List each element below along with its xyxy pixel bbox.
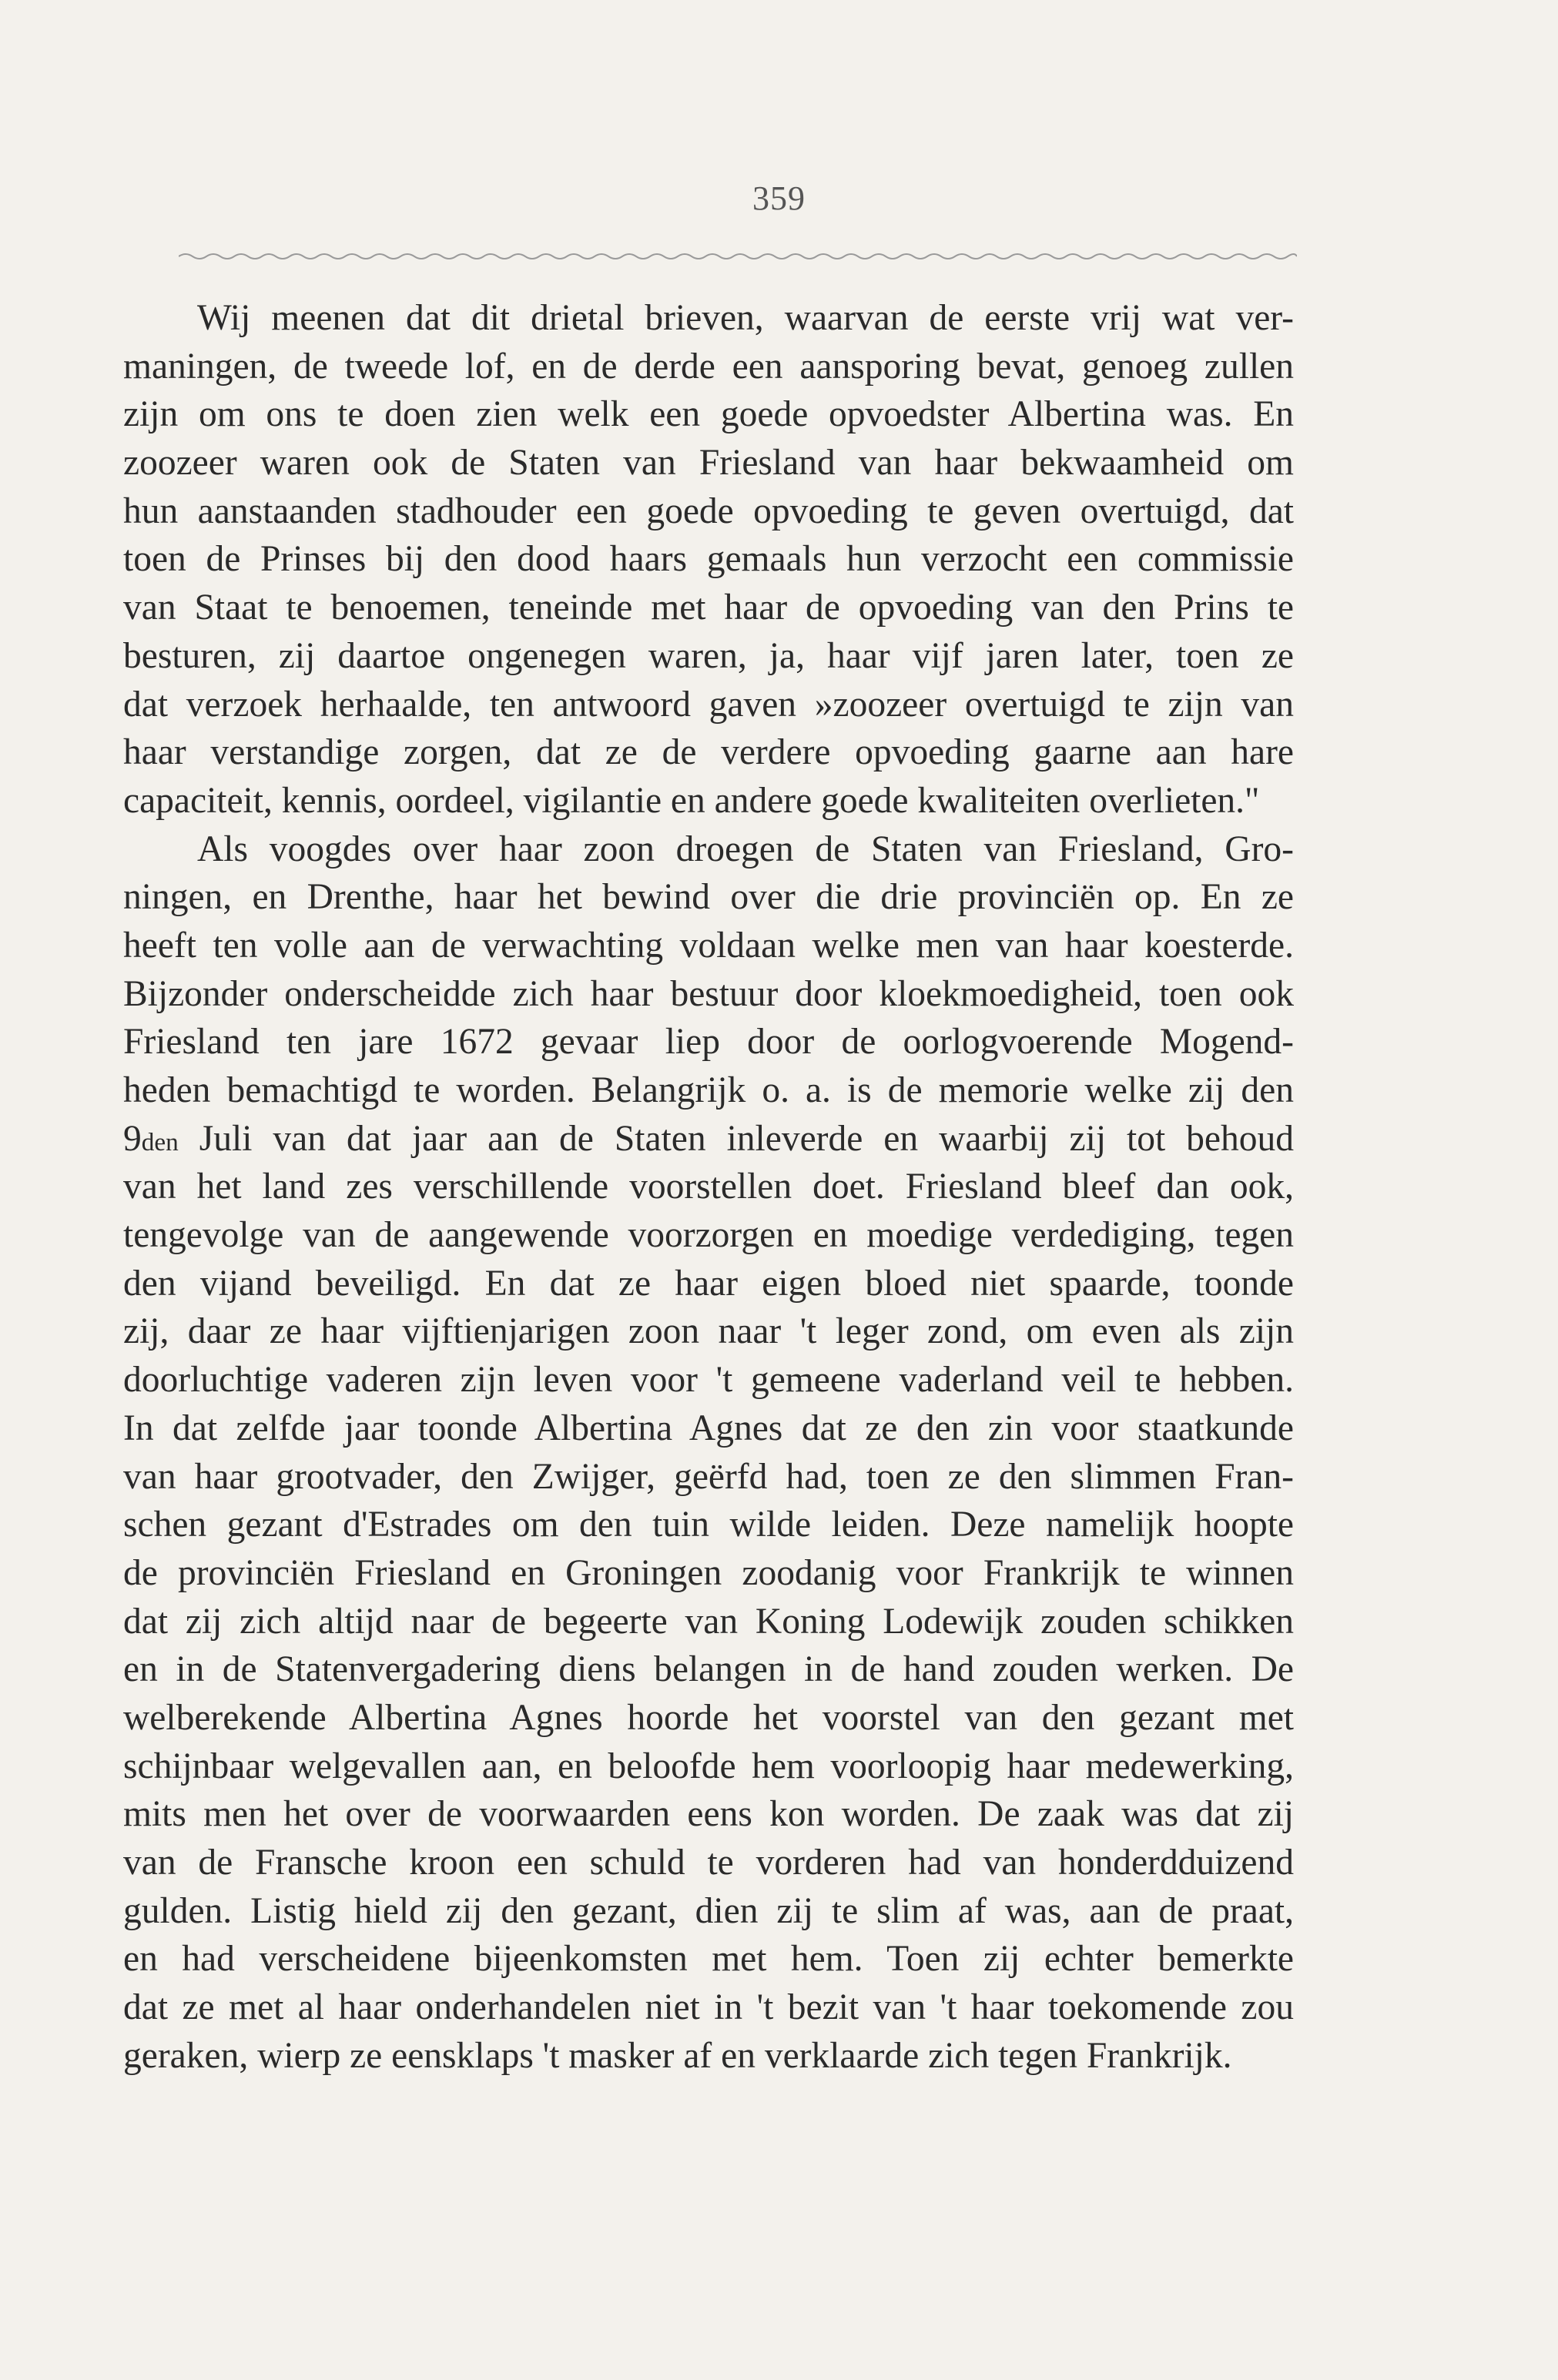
body-text <box>123 294 1294 2080</box>
text-line: zoozeer waren ook de Staten van Friesland van haar bekwaamheid om <box>123 443 1294 484</box>
text-line: dat ze met al haar onderhandelen niet in 't bezit van 't haar toekomende zou <box>123 1987 1294 2028</box>
text-line: Friesland ten jare 1672 gevaar liep door de oorlogvoerende Mogend- <box>123 1022 1294 1063</box>
text-line: capaciteit, kennis, oordeel, vigilantie en andere goede kwaliteiten overlieten." <box>123 780 1260 821</box>
date-rest: Juli van dat jaar aan de Staten inleverde en waarbij zij tot behoud <box>178 1118 1294 1159</box>
text-line: den vijand beveiligd. En dat ze haar eigen bloed niet spaarde, toonde <box>123 1263 1294 1304</box>
text-line: en in de Statenvergadering diens belangen in de hand zouden werken. De <box>123 1649 1294 1690</box>
text-line: zij, daar ze haar vijftienjarigen zoon naar 't leger zond, om even als zijn <box>123 1311 1294 1352</box>
text-line: dat zij zich altijd naar de begeerte van Koning Lodewijk zouden schikken <box>123 1601 1294 1642</box>
text-line: heden bemachtigd te worden. Belangrijk o. a. is de memorie welke zij den <box>123 1070 1294 1110</box>
text-line: hun aanstaanden stadhouder een goede opvoeding te geven overtuigd, dat <box>123 490 1294 531</box>
text-line: van haar grootvader, den Zwijger, geërfd had, toen ze den slimmen Fran- <box>123 1456 1294 1497</box>
paragraph-1 <box>123 294 1294 825</box>
text-line: mits men het over de voorwaarden eens kon worden. De zaak was dat zij <box>123 1794 1294 1835</box>
text-line: Wij meenen dat dit drietal brieven, waarvan de eerste vrij wat ver- <box>197 298 1294 338</box>
text-line: schen gezant d'Estrades om den tuin wilde leiden. Deze namelijk hoopte <box>123 1505 1294 1545</box>
text-line: van Staat te benoemen, teneinde met haar de opvoeding van den Prins te <box>123 587 1294 628</box>
text-line: ningen, en Drenthe, haar het bewind over die drie provinciën op. En ze <box>123 877 1294 918</box>
text-line: toen de Prinses bij den dood haars gemaals hun verzocht een commissie <box>123 539 1294 580</box>
header-rule <box>179 251 1297 262</box>
text-line: geraken, wierp ze eensklaps 't masker af en verklaarde zich tegen Frankrijk. <box>123 2035 1232 2076</box>
text-line: en had verscheidene bijeenkomsten met hem. Toen zij echter bemerkte <box>123 1939 1294 1980</box>
page-number: 359 <box>752 179 806 217</box>
text-line: besturen, zij daartoe ongenegen waren, ja, haar vijf jaren later, toen ze <box>123 635 1294 676</box>
text-line: Bijzonder onderscheidde zich haar bestuur door kloekmoedigheid, toen ook <box>123 973 1294 1014</box>
text-line: dat verzoek herhaalde, ten antwoord gaven »zoozeer overtuigd te zijn van <box>123 684 1294 725</box>
text-line: doorluchtige vaderen zijn leven voor 't gemeene vaderland veil te hebben. <box>123 1360 1294 1401</box>
text-line: Als voogdes over haar zoon droegen de Staten van Friesland, Gro- <box>197 828 1294 869</box>
text-line: de provinciën Friesland en Groningen zoodanig voor Frankrijk te winnen <box>123 1552 1294 1593</box>
date-suffix: den <box>141 1127 179 1157</box>
text-line: heeft ten volle aan de verwachting voldaan welke men van haar koesterde. <box>123 925 1294 966</box>
text-line: haar verstandige zorgen, dat ze de verdere opvoeding gaarne aan hare <box>123 732 1294 773</box>
text-line: van de Fransche kroon een schuld te vorderen had van honderdduizend <box>123 1843 1294 1883</box>
text-line: welberekende Albertina Agnes hoorde het voorstel van den gezant met <box>123 1697 1294 1738</box>
text-line: In dat zelfde jaar toonde Albertina Agnes dat ze den zin voor staatkunde <box>123 1408 1294 1448</box>
text-line: maningen, de tweede lof, en de derde een aansporing bevat, genoeg zullen <box>123 346 1294 387</box>
date-line <box>123 1115 1294 1163</box>
paragraph-2 <box>123 825 1294 2080</box>
date-day: 9 <box>123 1118 142 1159</box>
text-line: gulden. Listig hield zij den gezant, dien zij te slim af was, aan de praat, <box>123 1890 1294 1931</box>
text-line: zijn om ons te doen zien welk een goede opvoedster Albertina was. En <box>123 394 1294 435</box>
text-line: tengevolge van de aangewende voorzorgen en moedige verdediging, tegen <box>123 1215 1294 1256</box>
text-line: schijnbaar welgevallen aan, en beloofde hem voorloopig haar medewerking, <box>123 1746 1294 1786</box>
text-line: van het land zes verschillende voorstellen doet. Friesland bleef dan ook, <box>123 1167 1294 1207</box>
